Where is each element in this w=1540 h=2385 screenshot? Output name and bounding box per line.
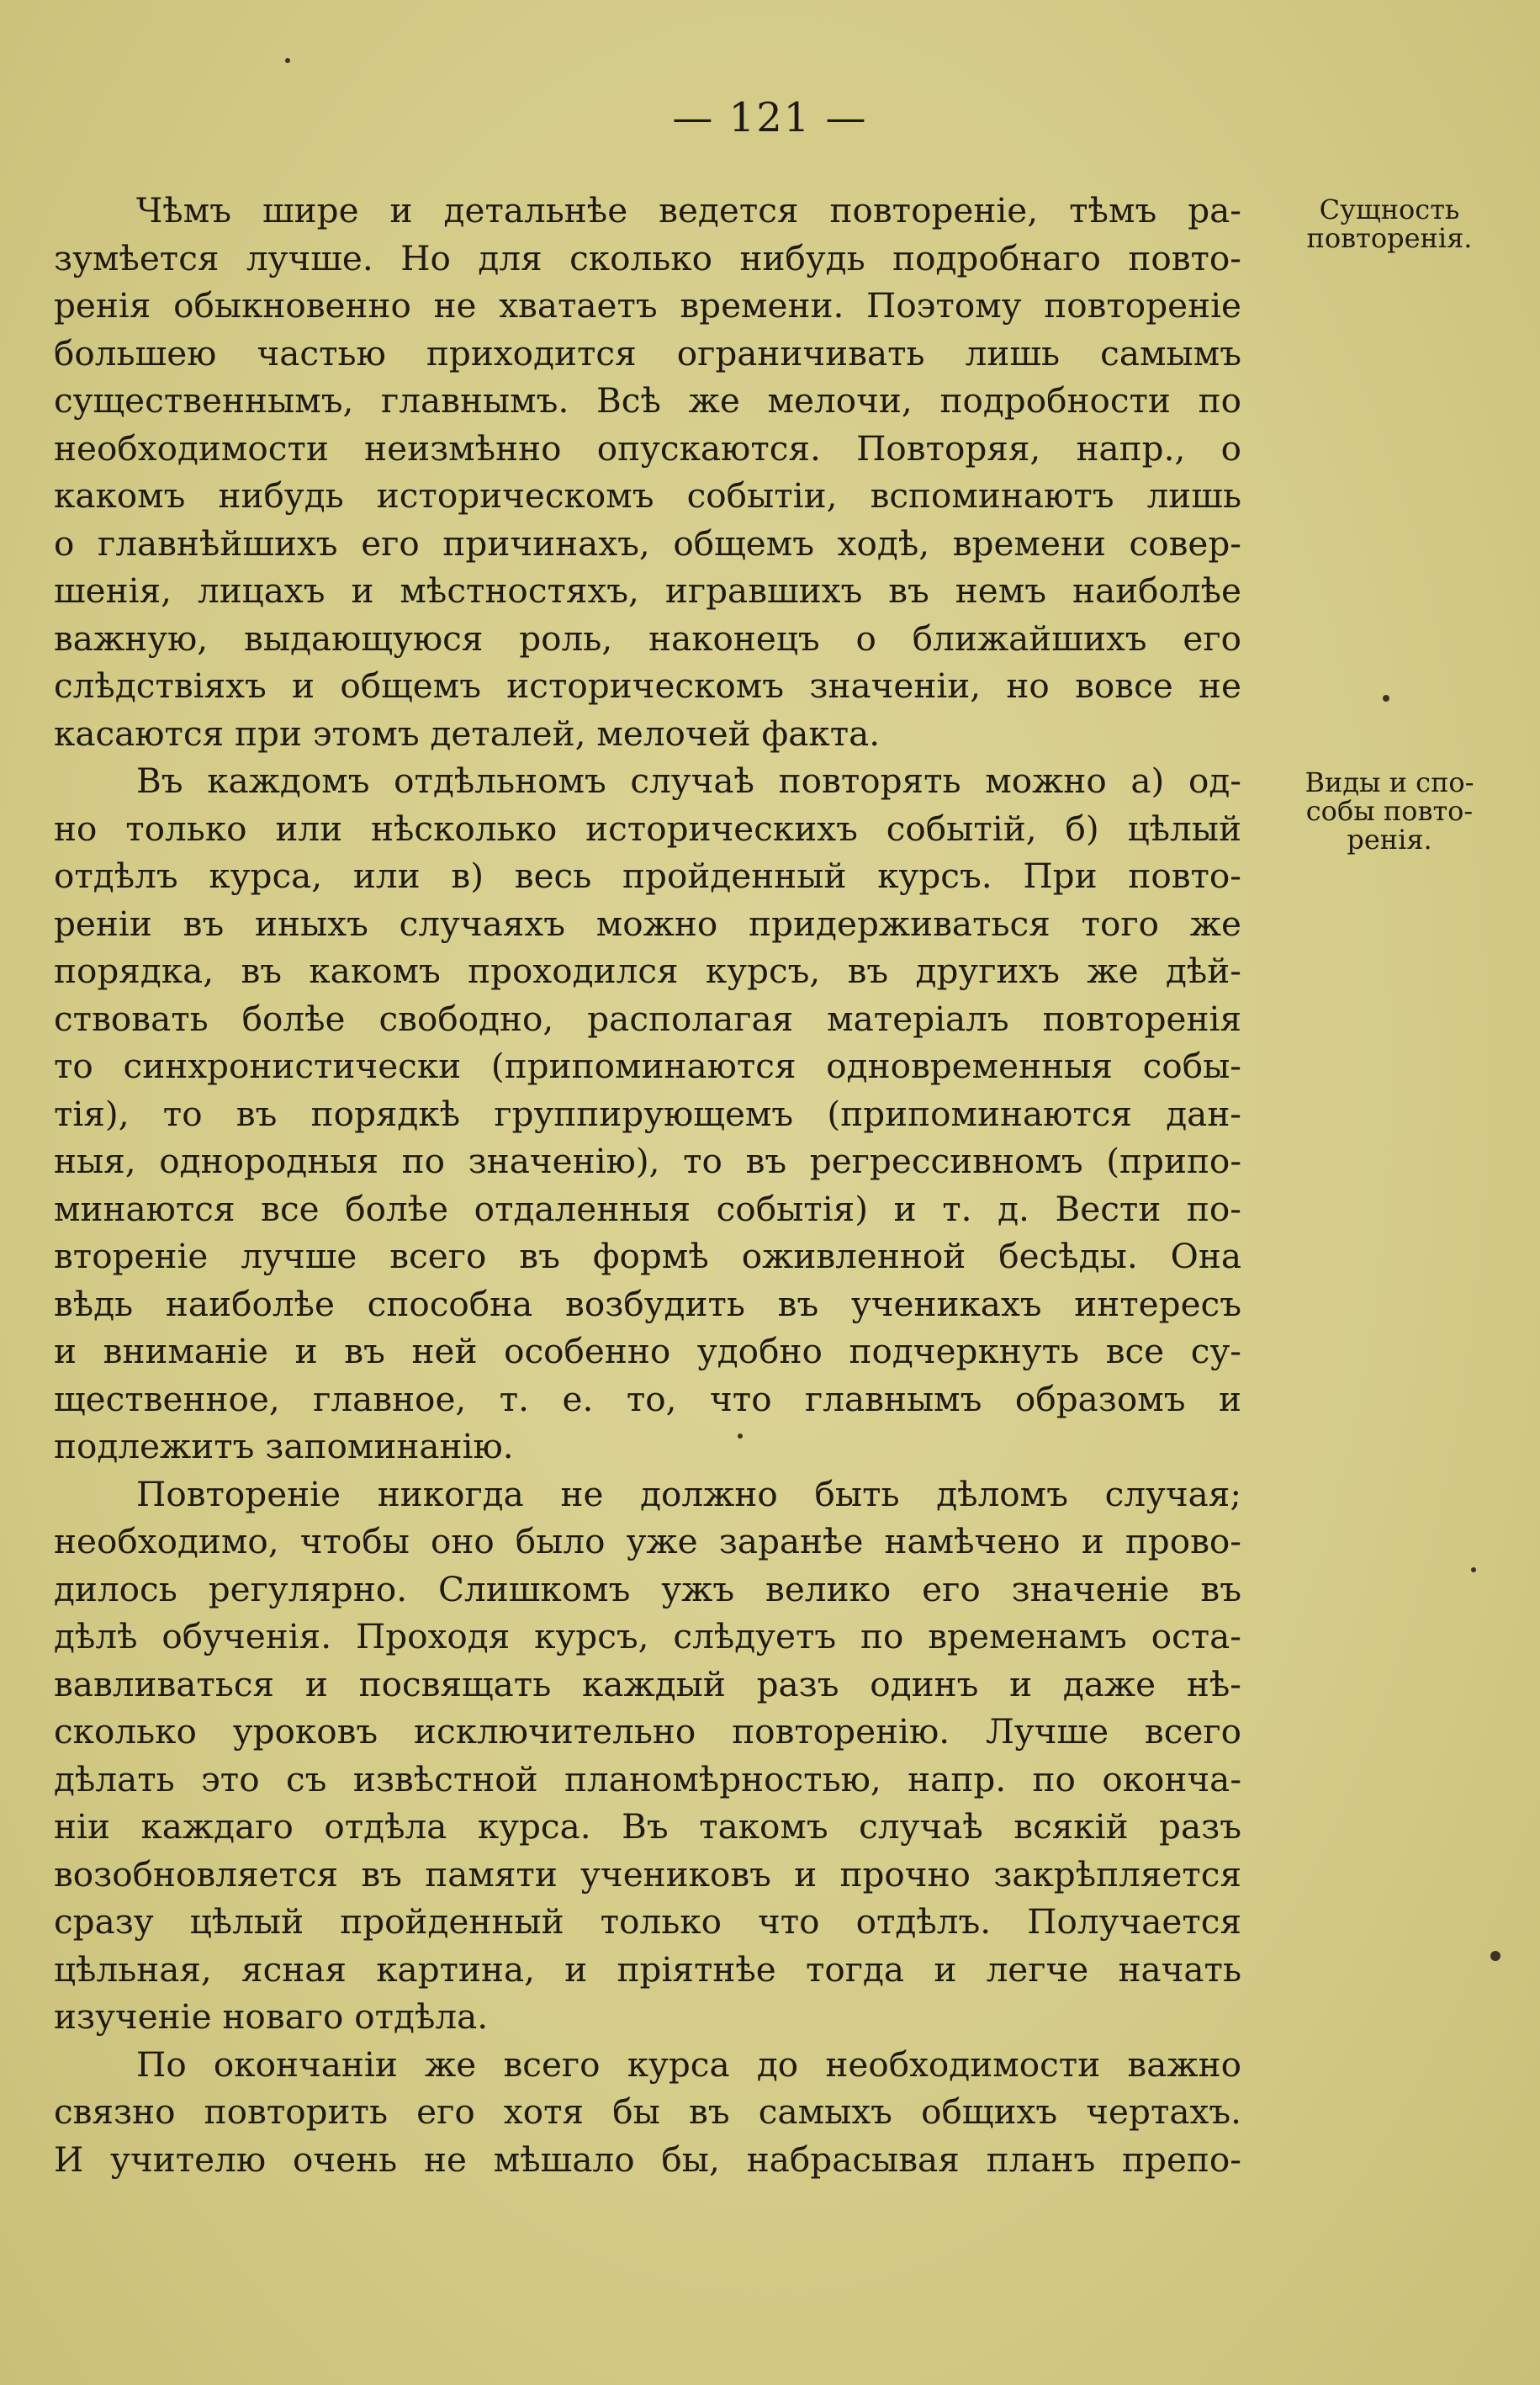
text-line: минаются все болѣе отдаленныя событія) и т. д. Вести по-: [54, 1188, 1241, 1229]
text-line: но только или нѣсколько историческихъ событій, б) цѣлый: [54, 808, 1241, 849]
text-line: Повтореніе никогда не должно быть дѣломъ случая;: [136, 1473, 1241, 1514]
text-line: Въ каждомъ отдѣльномъ случаѣ повторять можно а) од-: [136, 761, 1241, 801]
text-line: о главнѣйшихъ его причинахъ, общемъ ходѣ, времени совер-: [54, 522, 1241, 564]
margin-note-line: повторенія.: [1306, 222, 1473, 254]
text-line: реніи въ иныхъ случаяхъ можно придерживаться того же: [54, 903, 1241, 944]
text-line: возобновляется въ памяти учениковъ и прочно закрѣпляется: [54, 1853, 1241, 1895]
text-line: ренія обыкновенно не хватаетъ времени. Поэтому повтореніе: [54, 285, 1241, 326]
text-line: дилось регулярно. Слишкомъ ужъ велико его значеніе въ: [54, 1568, 1241, 1609]
text-line: то синхронистически (припоминаются одновременныя собы-: [54, 1046, 1241, 1086]
margin-note-line: ренія.: [1347, 824, 1432, 856]
text-line: важную, выдающуюся роль, наконецъ о ближайшихъ его: [54, 617, 1241, 659]
text-line: необходимости неизмѣнно опускаются. Повторяя, напр., о: [54, 427, 1241, 469]
text-line: слѣдствіяхъ и общемъ историческомъ значеніи, но вовсе не: [54, 665, 1241, 706]
text-line: ныя, однородныя по значенію), то въ регрессивномъ (припо-: [54, 1141, 1241, 1181]
text-line: зумѣется лучше. Но для сколько нибудь подробнаго повто-: [54, 237, 1241, 278]
text-line: щественное, главное, т. е. то, что главнымъ образомъ и: [54, 1378, 1241, 1419]
margin-note-essence: [1251, 195, 1528, 252]
page-number: — 121 —: [672, 94, 868, 141]
text-line: Чѣмъ шире и детальнѣе ведется повтореніе, тѣмъ ра-: [136, 190, 1241, 231]
text-line: тія), то въ порядкѣ группирующемъ (припоминаются дан-: [54, 1093, 1241, 1134]
margin-note-line: Виды и спо-: [1305, 766, 1474, 798]
text-line: порядка, въ какомъ проходился курсъ, въ другихъ же дѣй-: [54, 951, 1241, 991]
text-line: отдѣлъ курса, или в) весь пройденный курсъ. При повто-: [54, 856, 1241, 896]
text-line: шенія, лицахъ и мѣстностяхъ, игравшихъ въ немъ наиболѣе: [54, 570, 1241, 611]
margin-note-types: [1251, 768, 1528, 854]
text-line: какомъ нибудь историческомъ событіи, вспоминаютъ лишь: [54, 475, 1241, 516]
text-line: дѣлать это съ извѣстной планомѣрностью, напр. по оконча-: [54, 1758, 1241, 1799]
text-line: цѣльная, ясная картина, и пріятнѣе тогда и легче начать: [54, 1948, 1241, 1990]
text-line: вѣдь наиболѣе способна возбудить въ ученикахъ интересъ: [54, 1283, 1241, 1324]
text-line: необходимо, чтобы оно было уже заранѣе намѣчено и прово-: [54, 1521, 1241, 1561]
text-line: подлежитъ запоминанію.: [54, 1426, 514, 1466]
text-line: касаются при этомъ деталей, мелочей факта.: [54, 713, 881, 754]
text-line: вавливаться и посвящать каждый разъ одинъ и даже нѣ-: [54, 1663, 1241, 1704]
text-line: связно повторить его хотя бы въ самыхъ общихъ чертахъ.: [54, 2091, 1241, 2132]
text-line: большею частью приходится ограничивать лишь самымъ: [54, 332, 1241, 374]
margin-note-line: собы повто-: [1305, 795, 1474, 827]
text-line: дѣлѣ обученія. Проходя курсъ, слѣдуетъ по временамъ оста-: [54, 1616, 1241, 1656]
text-line: изученіе новаго отдѣла.: [54, 1996, 489, 2037]
text-line: и вниманіе и въ ней особенно удобно подчеркнуть все су-: [54, 1331, 1241, 1371]
text-line: сколько уроковъ исключительно повторенію. Лучше всего: [54, 1711, 1241, 1752]
text-line: сразу цѣлый пройденный только что отдѣлъ. Получается: [54, 1901, 1241, 1942]
text-line: ствовать болѣе свободно, располагая матеріалъ повторенія: [54, 998, 1241, 1039]
text-line: втореніе лучше всего въ формѣ оживленной бесѣды. Она: [54, 1236, 1241, 1276]
text-line: По окончаніи же всего курса до необходимости важно: [136, 2043, 1241, 2085]
body-text: [54, 187, 1241, 2183]
margin-note-line: Сущность: [1319, 193, 1460, 225]
text-line: ніи каждаго отдѣла курса. Въ такомъ случаѣ всякій разъ: [54, 1806, 1241, 1847]
text-line: И учителю очень не мѣшало бы, набрасывая планъ препо-: [54, 2139, 1241, 2180]
text-line: существеннымъ, главнымъ. Всѣ же мелочи, подробности по: [54, 380, 1241, 421]
